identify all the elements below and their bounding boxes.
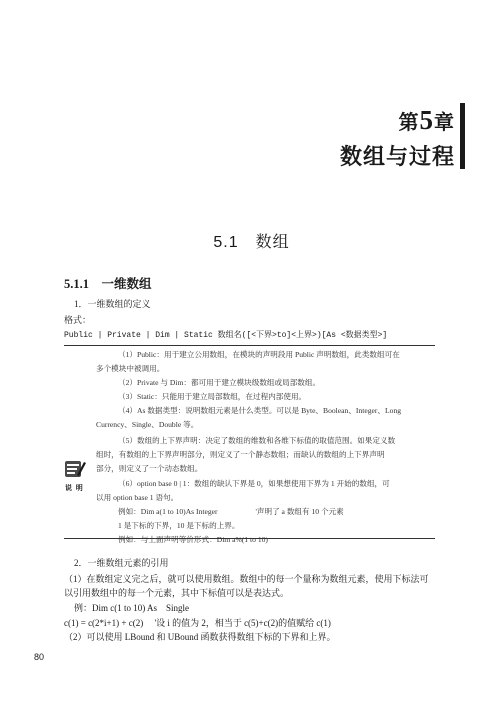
section-title: 5.1 数组	[213, 234, 290, 251]
subsection-title: 5.1.1 一维数组	[64, 277, 152, 291]
reference-line: 例：Dim c(1 to 10) As Single	[74, 603, 189, 613]
note-line: （5）数组的上下界声明：决定了数组的维数和各维下标值的取值范围。如果定义数	[118, 436, 396, 445]
reference-heading: 2．一维数组元素的引用	[74, 558, 169, 568]
syntax-line: Public | Private | Dim | Static 数组名([<下界>to]<上界>)[As <数据类型>]	[64, 331, 388, 340]
note-line: 多个模块中被调用。	[96, 364, 165, 373]
note-line: 组时，有数组的上下界声明部分，则定义了一个静态数组；而缺认的数组的上下界声明	[96, 450, 385, 459]
chapter-title: 数组与过程	[339, 144, 455, 169]
note-line: 例如：与上面声明等价形式：Dim a%(1 to 10)	[118, 535, 268, 544]
note-line: 例如：Dim a(1 to 10)As Integer '声明了 a 数组有 10 个元素	[118, 507, 344, 516]
reference-line: （2）可以使用 LBound 和 UBound 函数获得数组下标的下界和上界。	[64, 632, 336, 642]
note-icon-label: 说 明	[65, 484, 84, 492]
chapter-bar	[460, 103, 465, 169]
note-line: Currency、Single、Double 等。	[96, 420, 199, 429]
note-icon	[64, 458, 86, 480]
note-line: 部分，则定义了一个动态数组。	[96, 464, 203, 473]
definition-heading: 1．一维数组的定义	[74, 299, 151, 309]
chapter-suffix: 章	[434, 112, 455, 134]
note-line: （4）As 数据类型：说明数组元素是什么类型。可以是 Byte、Boolean、Integer、Long	[118, 406, 402, 415]
reference-line: 以引用数组中的每一个元素，其中下标值可以是表达式。	[64, 588, 290, 598]
chapter-num: 5	[419, 105, 434, 135]
note-line: （3）Static：只能用于建立局部数组，在过程内部使用。	[118, 392, 307, 401]
note-line: 以用 option base 1 语句。	[96, 493, 179, 502]
page-number: 80	[34, 652, 45, 662]
note-line: （6）option base 0 | 1：数组的缺认下界是 0，如果想使用下界为 1 开始的数组，可	[118, 479, 390, 488]
note-line: （2）Private 与 Dim：都可用于建立模块级数组或局部数组。	[118, 378, 321, 387]
format-label: 格式：	[64, 315, 92, 325]
reference-line: c(1) = c(2*i+1) + c(2) '设 i 的值为 2，相当于 c(5)+c(2)的值赋给 c(1)	[64, 618, 331, 628]
note-line: （1）Public：用于建立公用数组，在模块的声明段用 Public 声明数组，此类数组可在	[118, 350, 400, 359]
chapter-prefix: 第	[398, 112, 420, 134]
chapter-number	[399, 105, 456, 136]
note-line: 1 是下标的下界，10 是下标的上界。	[118, 521, 240, 530]
reference-line: （1）在数组定义完之后，就可以使用数组。数组中的每一个量称为数组元素，使用下标法可	[64, 574, 429, 584]
